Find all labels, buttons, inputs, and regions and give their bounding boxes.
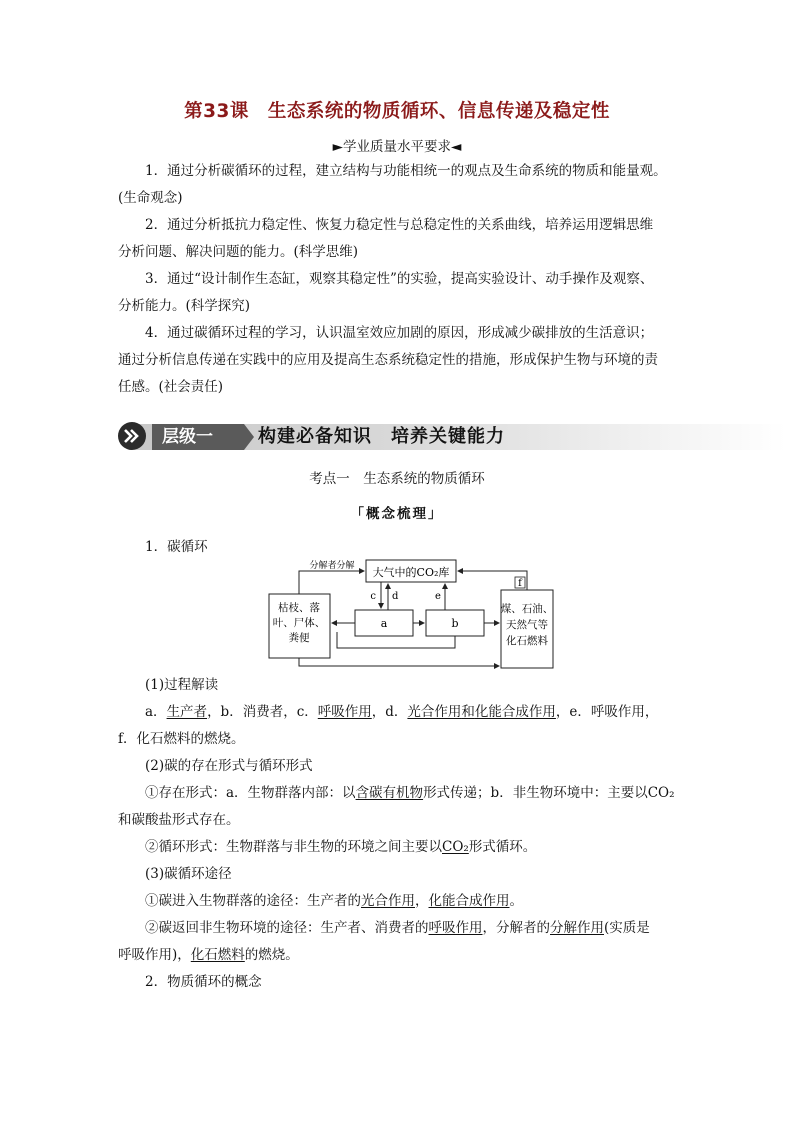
- carbon-cycle-diagram: [260, 556, 560, 674]
- answer-organic-carbon: 含碳有机物: [355, 785, 424, 801]
- forms-line-3: ②循环形式：生物群落与非生物的环境之间主要以CO₂形式循环。: [145, 839, 537, 855]
- requirement-2-line1: 2．通过分析抵抗力稳定性、恢复力稳定性与总稳定性的关系曲线，培养运用逻辑思维: [145, 217, 654, 233]
- page-title: 第33课 生态系统的物质循环、信息传递及稳定性: [184, 101, 610, 122]
- requirement-1-line1: 1．通过分析碳循环的过程，建立结构与功能相统一的观点及生命系统的物质和能量观。: [145, 163, 667, 179]
- forms-line-1: ①存在形式：a．生物群落内部：以含碳有机物形式传递；b．非生物环境中：主要以CO₂: [145, 785, 675, 801]
- arrow-f-label: f: [518, 578, 522, 589]
- answer-co2: CO₂: [442, 839, 469, 855]
- answer-chemosynthesis: 化能合成作用: [474, 704, 556, 720]
- concept-heading: 「概念梳理」: [350, 506, 444, 522]
- answer-producer: 生产者: [166, 704, 208, 720]
- chevron-right-icon: [244, 424, 254, 450]
- pathway-line-1: ①碳进入生物群落的途径：生产者的光合作用，化能合成作用。: [145, 893, 523, 909]
- requirement-3-line1: 3．通过“设计制作生态缸，观察其稳定性”的实验，提高实验设计、动手操作及观察、: [145, 271, 654, 287]
- fuel-line-1: 煤、石油、: [500, 603, 554, 615]
- arrow-litter-to-fuel: [299, 658, 499, 666]
- process-section: [118, 672, 688, 996]
- answer-decomposition: 分解作用: [550, 920, 604, 936]
- answer-photosynthesis-2: 光合作用: [361, 893, 415, 909]
- fuel-line-2: 天然气等: [506, 619, 548, 631]
- pathway-line-2: ②碳返回非生物环境的途径：生产者、消费者的呼吸作用，分解者的分解作用(实质是: [145, 920, 650, 936]
- answer-chemosynthesis-2: 化能合成作用: [428, 893, 510, 909]
- process-heading: (1)过程解读: [145, 677, 219, 693]
- requirements-list: [118, 158, 678, 401]
- answer-photosynthesis: 光合作用: [407, 704, 462, 720]
- process-line-1: a．生产者，b．消费者，c．呼吸作用，d．光合作用和化能合成作用，e．呼吸作用，: [145, 704, 659, 720]
- requirement-4-line3: 任感。(社会责任): [118, 379, 224, 395]
- decomposer-arrow: [299, 571, 364, 594]
- arrow-d-label: d: [392, 591, 399, 602]
- section1-label: 1．碳循环: [145, 539, 208, 555]
- arrow-circle-icon: [118, 422, 146, 450]
- process-line-2: f．化石燃料的燃烧。: [118, 731, 245, 747]
- requirement-4-line1: 4．通过碳循环过程的学习，认识温室效应加剧的原因，形成减少碳排放的生活意识；: [145, 325, 654, 341]
- forms-heading: (2)碳的存在形式与循环形式: [145, 758, 313, 774]
- arrow-e-label: e: [435, 591, 441, 602]
- co2-pool-label: 大气中的CO₂库: [372, 566, 450, 579]
- decomposer-label: 分解者分解: [309, 561, 355, 571]
- answer-fossil-fuel: 化石燃料: [190, 947, 245, 963]
- requirement-2-line2: 分析问题、解决问题的能力。(科学思维): [118, 244, 359, 260]
- section2-label: 2．物质循环的概念: [145, 974, 262, 990]
- banner-text: 构建必备知识 培养关键能力: [258, 426, 505, 447]
- a-label: a: [380, 617, 388, 630]
- section-banner: [118, 421, 786, 453]
- answer-respiration: 呼吸作用: [317, 704, 372, 720]
- pathway-line-3: 呼吸作用)，化石燃料的燃烧。: [118, 947, 299, 963]
- pathway-heading: (3)碳循环途径: [145, 866, 232, 882]
- answer-respiration-2: 呼吸作用: [428, 920, 483, 936]
- forms-line-2: 和碳酸盐形式存在。: [118, 812, 240, 828]
- litter-line-3: 粪便: [288, 632, 310, 644]
- requirement-3-line2: 分析能力。(科学探究): [118, 298, 251, 314]
- kaodian-heading: 考点一 生态系统的物质循环: [309, 471, 485, 487]
- requirement-1-line2: (生命观念): [118, 190, 183, 206]
- fuel-line-3: 化石燃料: [506, 635, 548, 647]
- requirements-heading: ►学业质量水平要求◄: [332, 139, 462, 155]
- arrow-c-label: c: [370, 591, 376, 602]
- b-label: b: [451, 617, 459, 630]
- litter-line-1: 枯枝、落: [278, 602, 320, 614]
- litter-line-2: 叶、尸体、: [272, 617, 326, 629]
- requirement-4-line2: 通过分析信息传递在实践中的应用及提高生态系统稳定性的措施，形成保护生物与环境的责: [118, 352, 658, 368]
- banner-level-label: 层级一: [152, 424, 244, 450]
